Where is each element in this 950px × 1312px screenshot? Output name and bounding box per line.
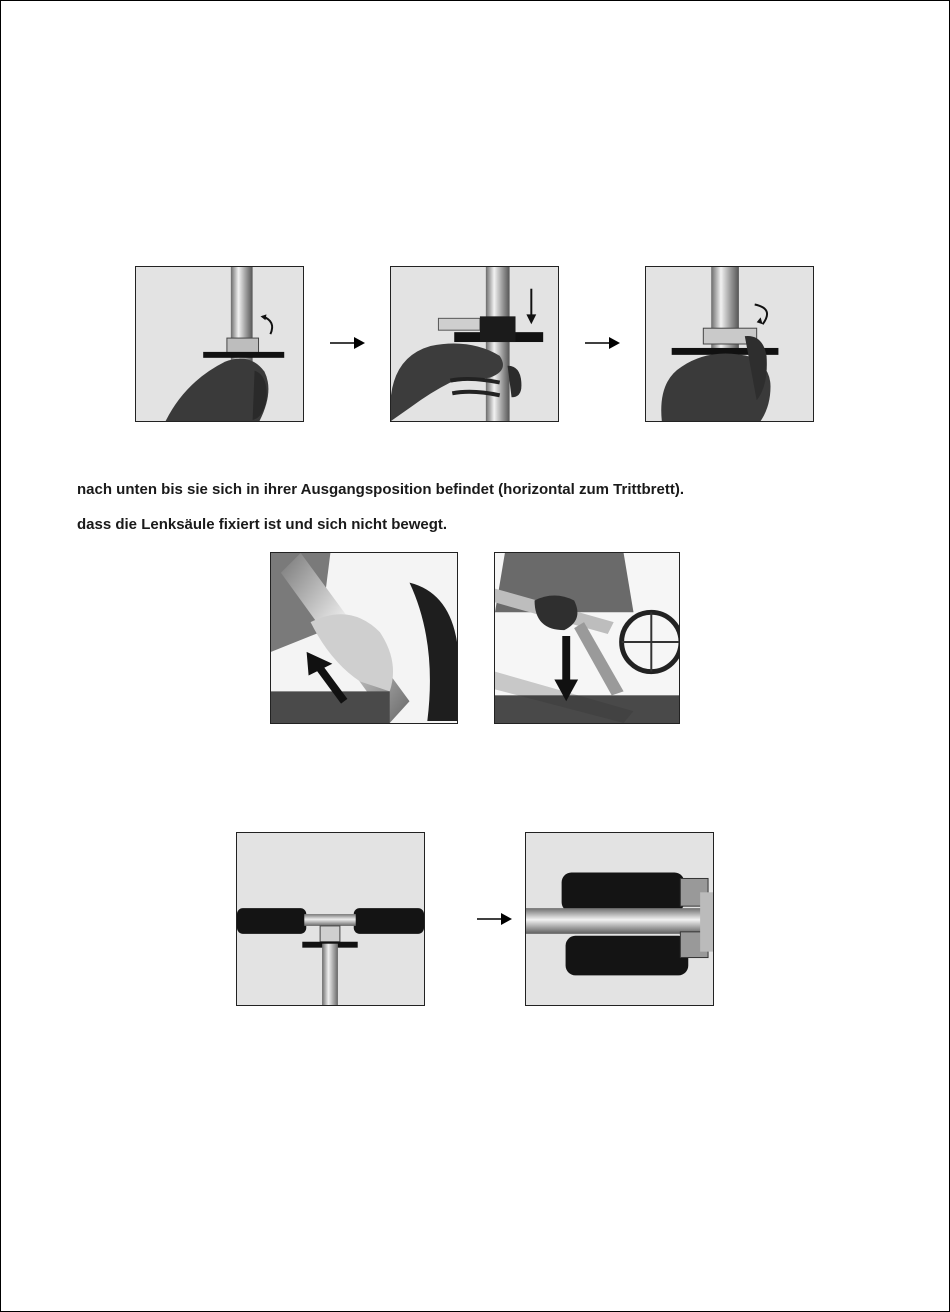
handlebar-folded-photo xyxy=(525,832,714,1006)
push-handlebar-down-photo xyxy=(494,552,680,724)
arrow-right-icon xyxy=(477,912,513,926)
arrow-right-icon xyxy=(585,336,621,350)
handlebar-open-photo xyxy=(236,832,425,1006)
fold-lever-photo xyxy=(270,552,458,724)
instruction-line-1: nach unten bis sie sich in ihrer Ausgangsposition befindet (horizontal zum Trittbrett). xyxy=(77,481,684,498)
instruction-line-2: dass die Lenksäule fixiert ist und sich nicht bewegt. xyxy=(77,516,448,533)
clamp-open-photo xyxy=(135,266,304,422)
clamp-close-photo xyxy=(645,266,814,422)
clamp-slide-down-photo xyxy=(390,266,559,422)
arrow-right-icon xyxy=(330,336,366,350)
